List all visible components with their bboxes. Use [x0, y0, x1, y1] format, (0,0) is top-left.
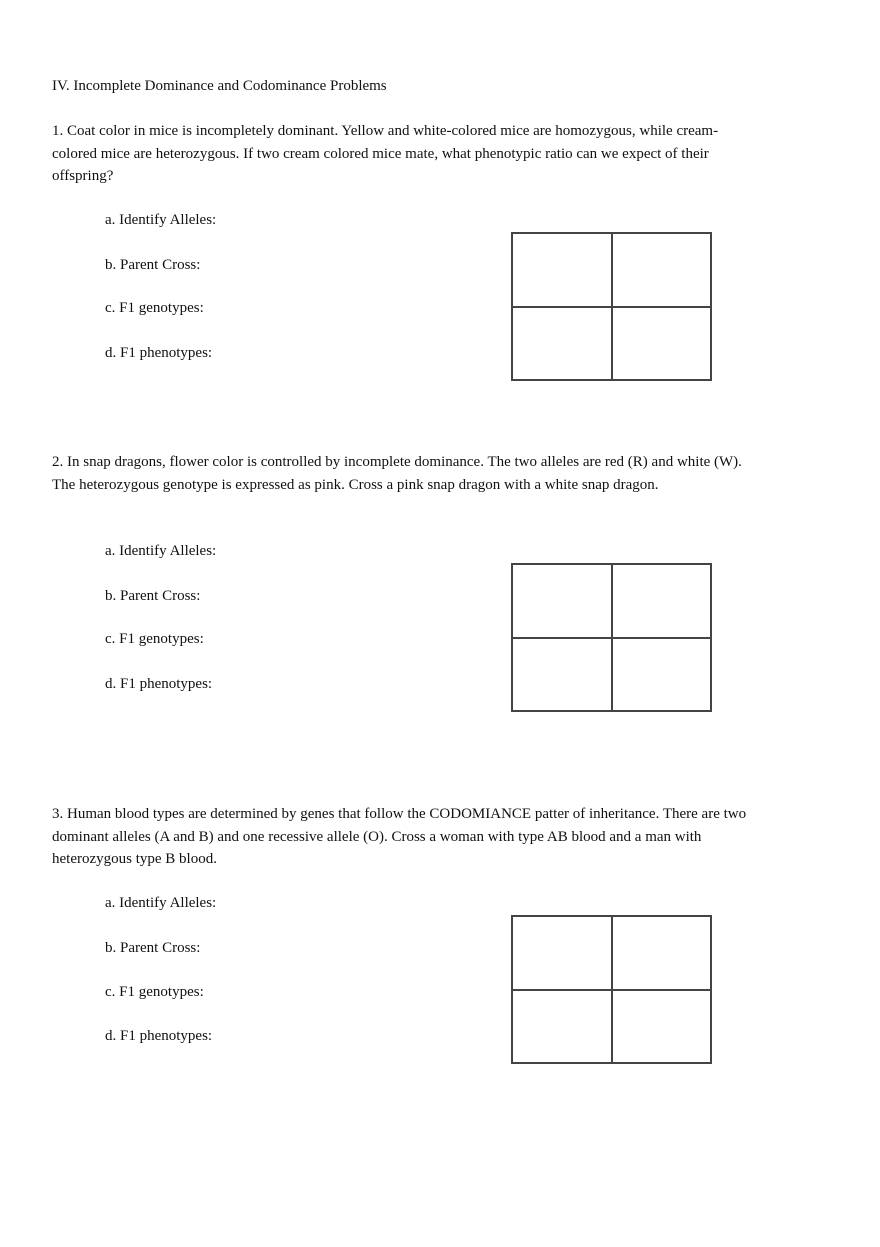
- problem-1-question: 1. Coat color in mice is incompletely dominant. Yellow and white-colored mice are homozygous, while cream-colored mice are heterozygous. If two cream colored mice mate, what phenotypic ratio can we expect of their offspring?: [52, 123, 719, 184]
- problem-3-question: 3. Human blood types are determined by genes that follow the CODOMIANCE patter of inheritance. There are two dominant alleles (A and B) and one recessive allele (O). Cross a woman with type AB blood and a man with heterozygous type B blood.: [52, 806, 747, 867]
- problem-2-step-alleles: a. Identify Alleles:: [105, 543, 217, 559]
- problem-2-step-f1-genotypes: c. F1 genotypes:: [105, 631, 204, 647]
- punnett-cell[interactable]: [612, 233, 712, 307]
- punnett-cell[interactable]: [512, 233, 612, 307]
- punnett-cell[interactable]: [512, 916, 612, 990]
- punnett-cell[interactable]: [512, 564, 612, 638]
- punnett-cell[interactable]: [512, 307, 612, 381]
- punnett-cell[interactable]: [612, 990, 712, 1064]
- problem-1-step-alleles: a. Identify Alleles:: [105, 212, 217, 228]
- problem-3-step-alleles: a. Identify Alleles:: [105, 895, 217, 911]
- punnett-cell[interactable]: [512, 990, 612, 1064]
- punnett-cell[interactable]: [612, 638, 712, 712]
- problem-1-punnett-square[interactable]: [511, 232, 712, 381]
- problem-3-step-parent-cross: b. Parent Cross:: [105, 940, 201, 956]
- problem-2-punnett-square[interactable]: [511, 563, 712, 712]
- problem-3-step-f1-genotypes: c. F1 genotypes:: [105, 984, 204, 1000]
- problem-1-step-f1-phenotypes: d. F1 phenotypes:: [105, 345, 213, 361]
- problem-2-step-parent-cross: b. Parent Cross:: [105, 588, 201, 604]
- punnett-cell[interactable]: [512, 638, 612, 712]
- punnett-cell[interactable]: [612, 307, 712, 381]
- problem-3-step-f1-phenotypes: d. F1 phenotypes:: [105, 1028, 213, 1044]
- punnett-cell[interactable]: [612, 916, 712, 990]
- problem-1-step-f1-genotypes: c. F1 genotypes:: [105, 300, 204, 316]
- punnett-cell[interactable]: [612, 564, 712, 638]
- problem-1-step-parent-cross: b. Parent Cross:: [105, 257, 201, 273]
- problem-2-step-f1-phenotypes: d. F1 phenotypes:: [105, 676, 213, 692]
- problem-2-question: 2. In snap dragons, flower color is controlled by incomplete dominance. The two alleles are red (R) and white (W). The heterozygous genotype is expressed as pink. Cross a pink snap dragon with a white snap dragon.: [52, 454, 742, 493]
- problem-3-punnett-square[interactable]: [511, 915, 712, 1064]
- worksheet-heading: IV. Incomplete Dominance and Codominance Problems: [52, 78, 387, 94]
